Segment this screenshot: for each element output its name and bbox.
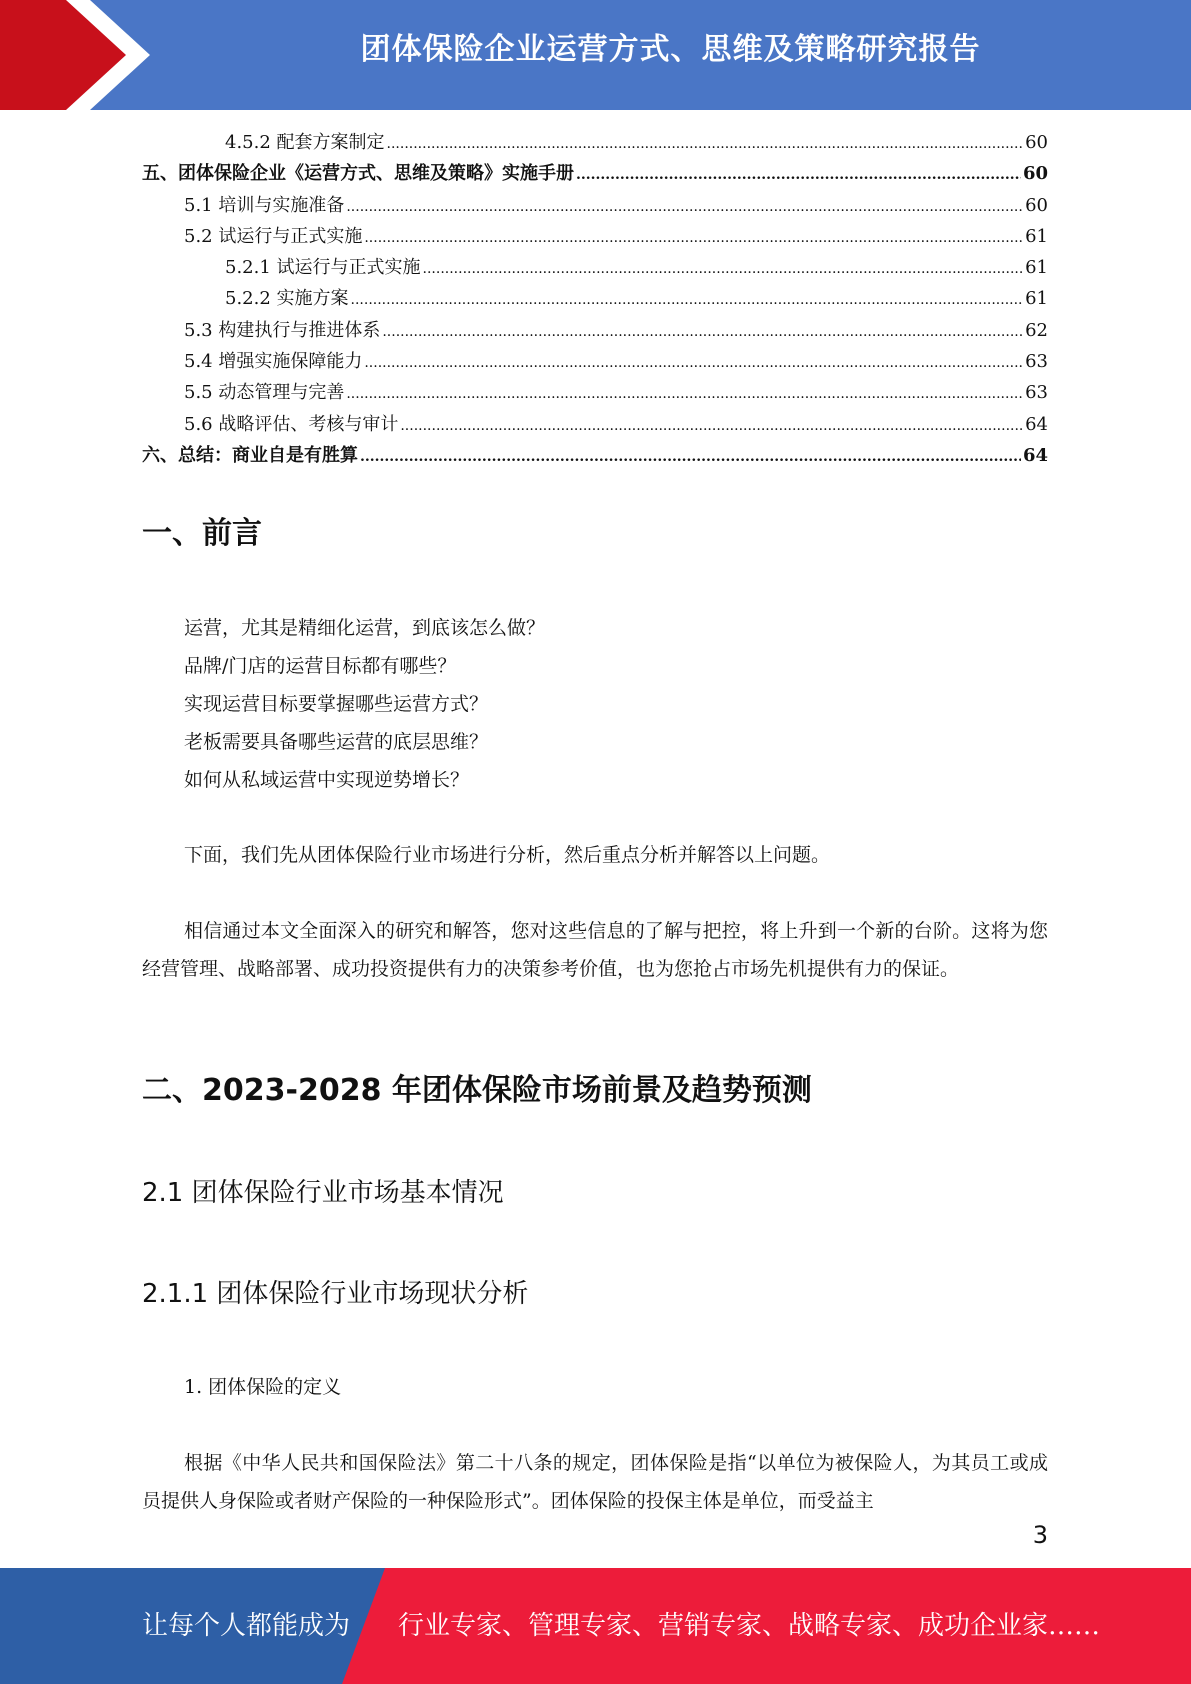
toc-entry-label: 5.4 增强实施保障能力	[184, 351, 363, 373]
toc-leader-dots	[423, 261, 1024, 277]
toc-entry[interactable]	[142, 159, 1048, 190]
page-footer	[0, 1568, 1191, 1684]
list-item: 实现运营目标要掌握哪些运营方式？	[184, 693, 489, 715]
toc-entry[interactable]	[142, 316, 1048, 347]
footer-slogan-right: 行业专家、管理专家、营销专家、战略专家、成功企业家……	[398, 1611, 1101, 1641]
toc-entry[interactable]	[142, 222, 1048, 253]
toc-leader-dots	[360, 449, 1021, 465]
toc-leader-dots	[364, 355, 1023, 371]
toc-entry[interactable]	[142, 128, 1048, 159]
toc-entry-label: 5.2.1 试运行与正式实施	[225, 257, 421, 279]
toc-entry-page: 61	[1025, 225, 1048, 247]
page-header	[0, 0, 1191, 110]
toc-entry[interactable]	[142, 441, 1048, 472]
toc-entry-page: 61	[1025, 288, 1048, 310]
toc-entry-page: 64	[1022, 444, 1048, 466]
toc-entry[interactable]	[142, 253, 1048, 284]
toc-entry[interactable]	[142, 191, 1048, 222]
toc-leader-dots	[400, 418, 1023, 434]
subsection-heading: 2.1.1 团体保险行业市场现状分析	[142, 1279, 529, 1309]
toc-leader-dots	[382, 324, 1023, 340]
toc-entry-page: 63	[1025, 351, 1048, 373]
toc-entry-page: 60	[1025, 194, 1048, 216]
table-of-contents	[142, 128, 1048, 472]
toc-entry-page: 60	[1022, 163, 1048, 185]
question-list	[184, 609, 545, 799]
toc-entry[interactable]	[142, 284, 1048, 315]
toc-entry-page: 60	[1025, 132, 1048, 153]
numbered-item: 1. 团体保险的定义	[184, 1376, 342, 1398]
toc-entry[interactable]	[142, 378, 1048, 409]
toc-entry-label: 4.5.2 配套方案制定	[225, 132, 385, 153]
toc-entry-label: 5.1 培训与实施准备	[184, 194, 345, 216]
toc-leader-dots	[346, 199, 1023, 215]
paragraph: 相信通过本文全面深入的研究和解答，您对这些信息的了解与把控，将上升到一个新的台阶。这将为您经营管理、战略部署、成功投资提供有力的决策参考价值，也为您抢占市场先机提供有力的保证。	[142, 920, 1048, 980]
toc-entry[interactable]	[142, 347, 1048, 378]
toc-entry-label: 5.3 构建执行与推进体系	[184, 319, 381, 341]
list-item: 品牌/门店的运营目标都有哪些？	[184, 655, 457, 677]
toc-entry-page: 64	[1025, 413, 1048, 435]
toc-leader-dots	[351, 292, 1024, 308]
section-heading-market-forecast: 二、2023-2028 年团体保险市场前景及趋势预测	[142, 1073, 812, 1108]
toc-entry-page: 63	[1025, 382, 1048, 404]
toc-entry[interactable]	[142, 410, 1048, 441]
document-title: 团体保险企业运营方式、思维及策略研究报告	[360, 32, 981, 67]
toc-leader-dots	[364, 230, 1023, 246]
toc-leader-dots	[346, 386, 1023, 402]
toc-entry-label: 5.2 试运行与正式实施	[184, 225, 363, 247]
toc-entry-page: 61	[1025, 257, 1048, 279]
list-item: 运营，尤其是精细化运营，到底该怎么做？	[184, 617, 546, 639]
footer-slogan-left: 让每个人都能成为	[142, 1611, 351, 1641]
header-red-arrow-decoration	[0, 0, 130, 110]
list-item: 如何从私域运营中实现逆势增长？	[184, 769, 470, 791]
toc-entry-label: 六、总结：商业自是有胜算	[142, 444, 358, 466]
section-heading-preface: 一、前言	[142, 516, 262, 551]
paragraph: 根据《中华人民共和国保险法》第二十八条的规定，团体保险是指“以单位为被保险人，为其员工或成员提供人身保险或者财产保险的一种保险形式”。团体保险的投保主体是单位，而受益主	[142, 1452, 1048, 1512]
toc-entry-label: 5.2.2 实施方案	[225, 288, 349, 310]
paragraph: 下面，我们先从团体保险行业市场进行分析，然后重点分析并解答以上问题。	[184, 844, 831, 866]
toc-leader-dots	[387, 136, 1024, 152]
subsection-heading: 2.1 团体保险行业市场基本情况	[142, 1178, 504, 1208]
toc-entry-label: 5.5 动态管理与完善	[184, 382, 345, 404]
page-number: 3	[1032, 1521, 1048, 1549]
toc-entry-page: 62	[1025, 319, 1048, 341]
toc-entry-label: 五、团体保险企业《运营方式、思维及策略》实施手册	[142, 163, 574, 185]
toc-leader-dots	[576, 167, 1021, 183]
toc-entry-label: 5.6 战略评估、考核与审计	[184, 413, 399, 435]
list-item: 老板需要具备哪些运营的底层思维？	[184, 731, 489, 753]
